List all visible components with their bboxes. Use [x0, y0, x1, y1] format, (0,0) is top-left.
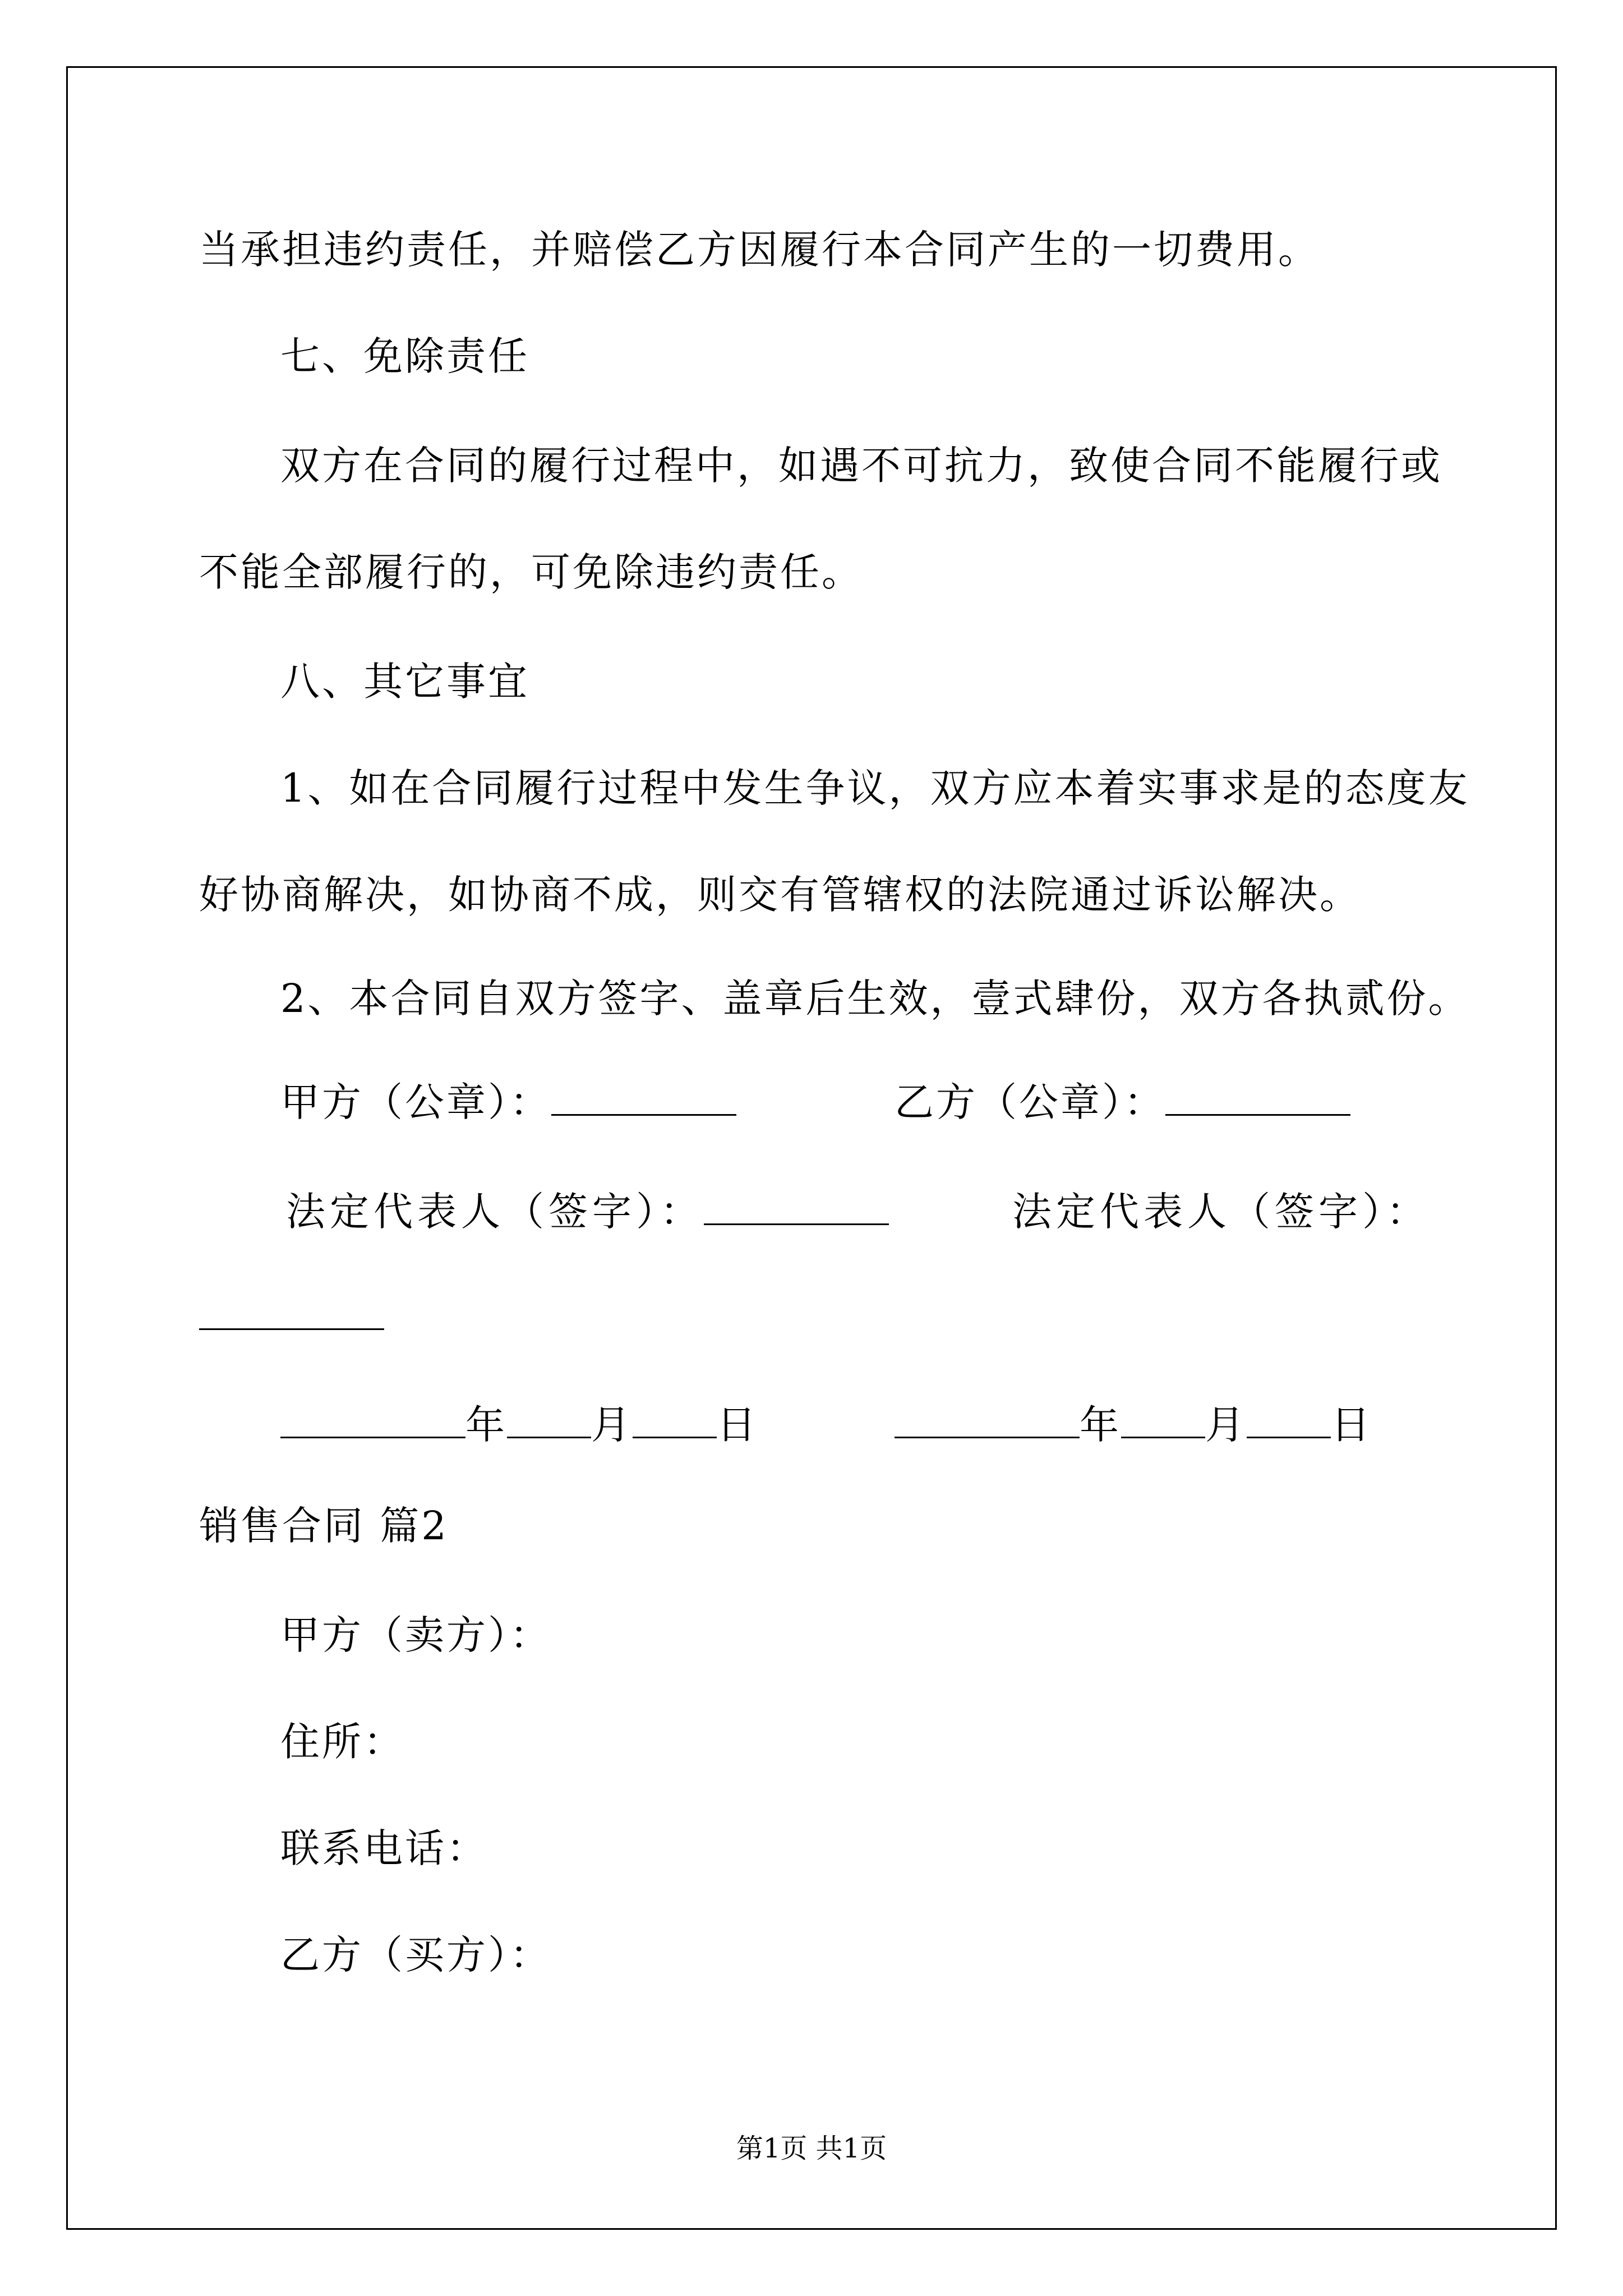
date-b-year: 年	[1080, 1402, 1121, 1448]
date-b-row	[895, 1397, 1372, 1453]
text-line-1: 当承担违约责任，并赔偿乙方因履行本合同产生的一切费用。	[199, 227, 1320, 273]
date-b-year-blank	[895, 1397, 1080, 1438]
page-border	[66, 66, 1557, 2230]
page-footer: 第1页 共1页	[736, 2133, 887, 2164]
party-b-seal-row	[895, 1074, 1350, 1130]
text-line-8: 2、本合同自双方签字、盖章后生效，壹式肆份，双方各执贰份。	[280, 976, 1470, 1022]
date-a-month-blank	[507, 1397, 591, 1438]
party-a-seal-label: 甲方（公章）：	[280, 1079, 551, 1125]
buyer-label: 乙方（买方）：	[280, 1932, 551, 1978]
phone-label: 联系电话：	[280, 1825, 488, 1871]
seller-label: 甲方（卖方）：	[280, 1612, 551, 1658]
rep-b-label: 法定代表人（签字）：	[1012, 1189, 1430, 1235]
rep-b-row	[1012, 1184, 1430, 1240]
rep-a-label: 法定代表人（签字）：	[286, 1189, 704, 1235]
date-b-month: 月	[1205, 1402, 1247, 1448]
date-a-month: 月	[591, 1402, 633, 1448]
text-line-6: 1、如在合同履行过程中发生争议，双方应本着实事求是的态度友	[280, 765, 1470, 811]
heading-exemption: 七、免除责任	[280, 333, 529, 379]
date-a-day: 日	[717, 1402, 758, 1448]
rep-a-row	[286, 1184, 889, 1240]
date-a-year: 年	[465, 1402, 507, 1448]
date-a-year-blank	[280, 1397, 465, 1438]
date-a-row	[280, 1397, 758, 1453]
date-b-day-blank	[1247, 1397, 1331, 1438]
date-b-month-blank	[1121, 1397, 1205, 1438]
heading-other-matters: 八、其它事宜	[280, 659, 529, 705]
address-label: 住所：	[280, 1719, 405, 1765]
rep-b-blank	[199, 1289, 384, 1330]
party-a-seal-row	[280, 1074, 736, 1130]
rep-a-blank	[704, 1184, 889, 1225]
text-line-3: 双方在合同的履行过程中，如遇不可抗力，致使合同不能履行或	[280, 443, 1442, 489]
text-line-4: 不能全部履行的，可免除违约责任。	[199, 549, 863, 595]
date-b-day: 日	[1331, 1402, 1372, 1448]
party-a-seal-blank	[551, 1075, 736, 1116]
text-line-7: 好协商解决，如协商不成，则交有管辖权的法院通过诉讼解决。	[199, 872, 1361, 918]
section-2-title: 销售合同 篇2	[199, 1503, 449, 1549]
date-a-day-blank	[633, 1397, 717, 1438]
party-b-seal-blank	[1165, 1075, 1350, 1116]
party-b-seal-label: 乙方（公章）：	[895, 1079, 1165, 1125]
